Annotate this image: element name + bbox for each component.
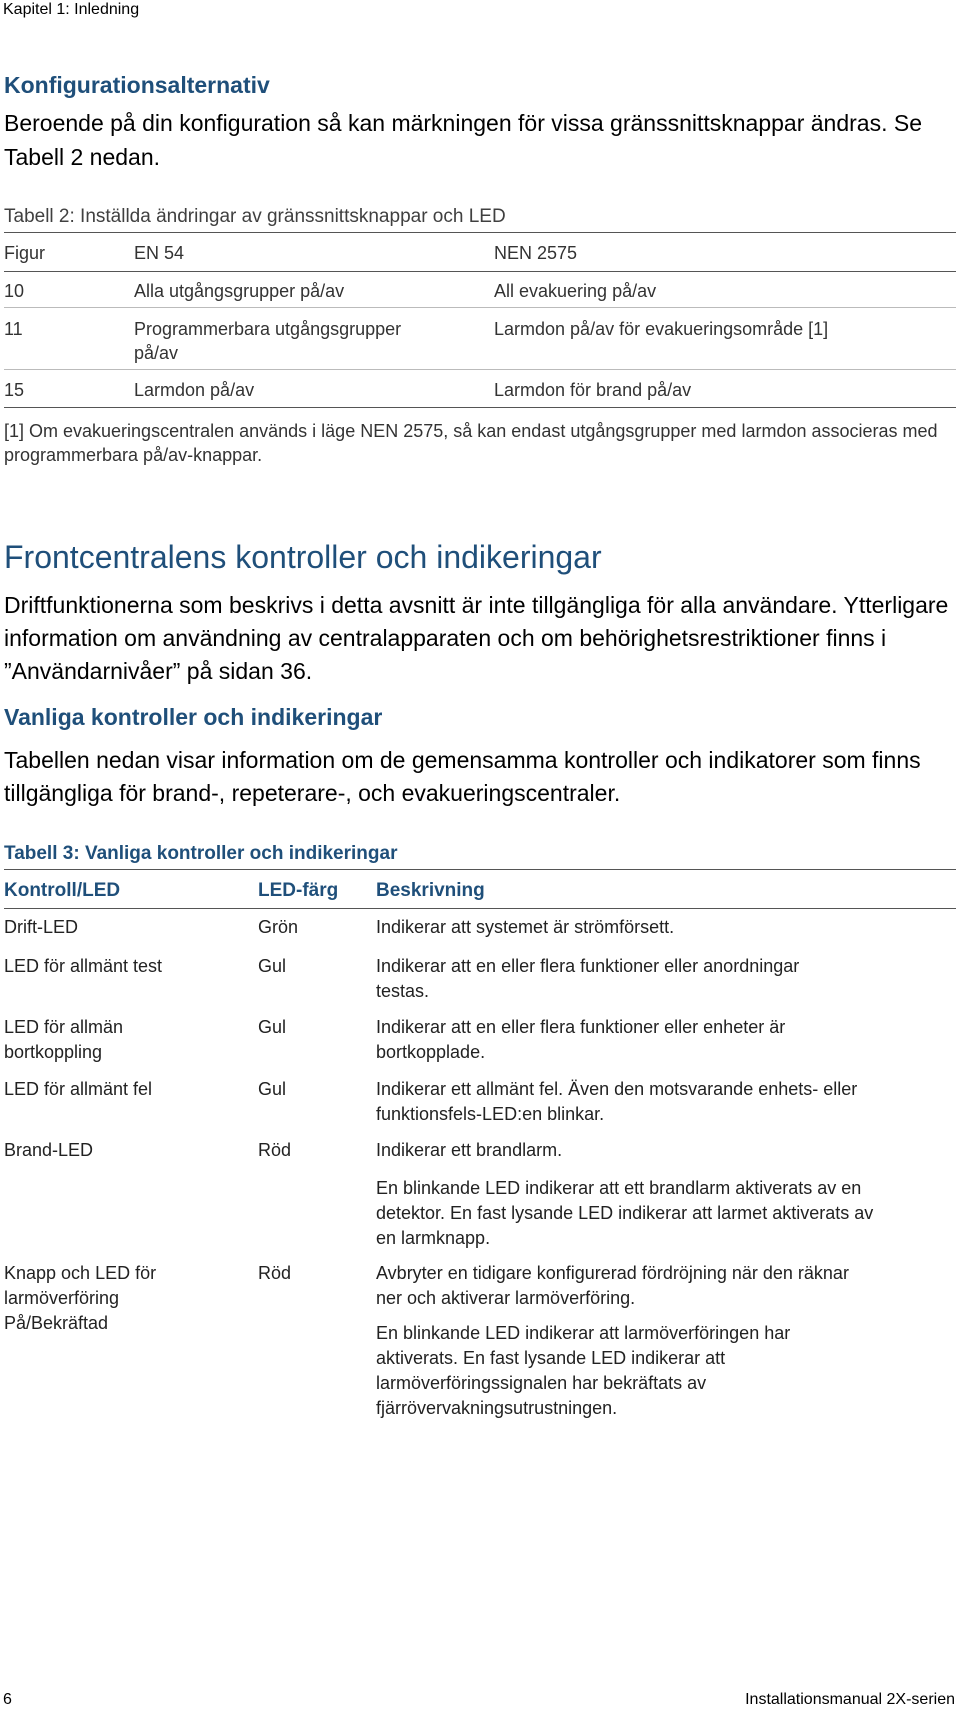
table3-cell: Indikerar ett allmänt fel. Även den motsvarande enhets- eller funktionsfels-LED:en blinkar. [376,1079,858,1124]
footer-doc-title: Installationsmanual 2X-serien [745,1691,955,1708]
table3-header-description: Beskrivning [376,880,485,901]
table3-cell: Avbryter en tidigare konfigurerad fördröjning när den räknar ner och aktiverar larmöverföring. [376,1263,849,1308]
table3-header-control: Kontroll/LED [4,880,121,901]
table3-cell: Drift-LED [4,917,79,937]
table3-cell: LED för allmän bortkoppling [4,1017,124,1062]
table2-footnote: [1] Om evakueringscentralen används i läge NEN 2575, så kan endast utgångsgrupper med larmdon associeras med programmerbara på/av-knappar. [4,421,938,465]
section-title-front-controls: Frontcentralens kontroller och indikeringar [4,539,602,575]
table2-header-nen2575: NEN 2575 [494,243,578,263]
table2-cell: Programmerbara utgångsgrupper på/av [134,319,402,363]
table2-header-en54: EN 54 [134,243,185,263]
table2-cell: Alla utgångsgrupper på/av [134,281,345,301]
table2-row-rule [4,369,956,370]
table2-cell: 10 [4,281,25,301]
table3-cell: En blinkande LED indikerar att larmöverföringen har aktiverats. En fast lysande LED indikerar att larmöverföringssignalen har bekräftats av fjärrövervakningsutrustningen. [376,1323,791,1418]
page-number: 6 [3,1691,12,1708]
table2-cell: All evakuering på/av [494,281,657,301]
table2-header-rule [4,271,956,272]
table3-cell: Gul [258,956,287,976]
table2-header-figur: Figur [4,243,46,263]
table3-cell: Indikerar att en eller flera funktioner eller enheter är bortkopplade. [376,1017,786,1062]
table3-cell: Gul [258,1017,287,1037]
table2-top-rule [4,232,956,233]
table3-top-rule [4,869,956,870]
table3-cell: Indikerar att en eller flera funktioner eller anordningar testas. [376,956,800,1001]
chapter-header: Kapitel 1: Inledning [3,1,140,18]
table2-cell: Larmdon på/av för evakueringsområde [1] [494,319,829,339]
table3-cell: Indikerar ett brandlarm. [376,1140,563,1160]
table3-cell: Indikerar att systemet är strömförsett. [376,917,675,937]
table3-cell: Knapp och LED för larmöverföring På/Bekräftad [4,1263,157,1333]
table3-header-color: LED-färg [258,880,339,901]
table3-cell: Brand-LED [4,1140,94,1160]
table3-caption: Tabell 3: Vanliga kontroller och indikeringar [4,843,398,864]
table3-cell: Röd [258,1140,292,1160]
table2-cell: 15 [4,380,25,400]
table3-cell: LED för allmänt test [4,956,163,976]
section-paragraph-front-controls: Driftfunktionerna som beskrivs i detta avsnitt är inte tillgängliga för alla användare. Ytterligare information om användning av centralapparaten och om behörighetsrestriktioner finns i ”Användarnivåer” på sidan 36. [4,592,949,684]
table3-cell: Röd [258,1263,292,1283]
table3-cell: Gul [258,1079,287,1099]
table2-cell: Larmdon på/av [134,380,255,400]
table2-caption: Tabell 2: Inställda ändringar av gränssnittsknappar och LED [4,206,506,227]
table3-header-rule [4,908,956,909]
section-paragraph-common-controls: Tabellen nedan visar information om de gemensamma kontroller och indikatorer som finns tillgängliga för brand-, repeterare-, och evakueringscentraler. [4,747,921,806]
section-paragraph-configuration: Beroende på din konfiguration så kan märkningen för vissa gränssnittsknappar ändras. Se Tabell 2 nedan. [4,110,922,170]
table3-cell: Grön [258,917,299,937]
table2-row-rule [4,307,956,308]
table3-cell: En blinkande LED indikerar att ett brandlarm aktiverats av en detektor. En fast lysande LED indikerar att larmet aktiverats av en larmknapp. [376,1178,874,1248]
section-title-common-controls: Vanliga kontroller och indikeringar [4,704,383,730]
table3-cell: LED för allmänt fel [4,1079,153,1099]
section-title-configuration: Konfigurationsalternativ [4,72,270,98]
table2-bottom-rule [4,407,956,408]
table2-cell: Larmdon för brand på/av [494,380,692,400]
table2-cell: 11 [4,319,23,339]
